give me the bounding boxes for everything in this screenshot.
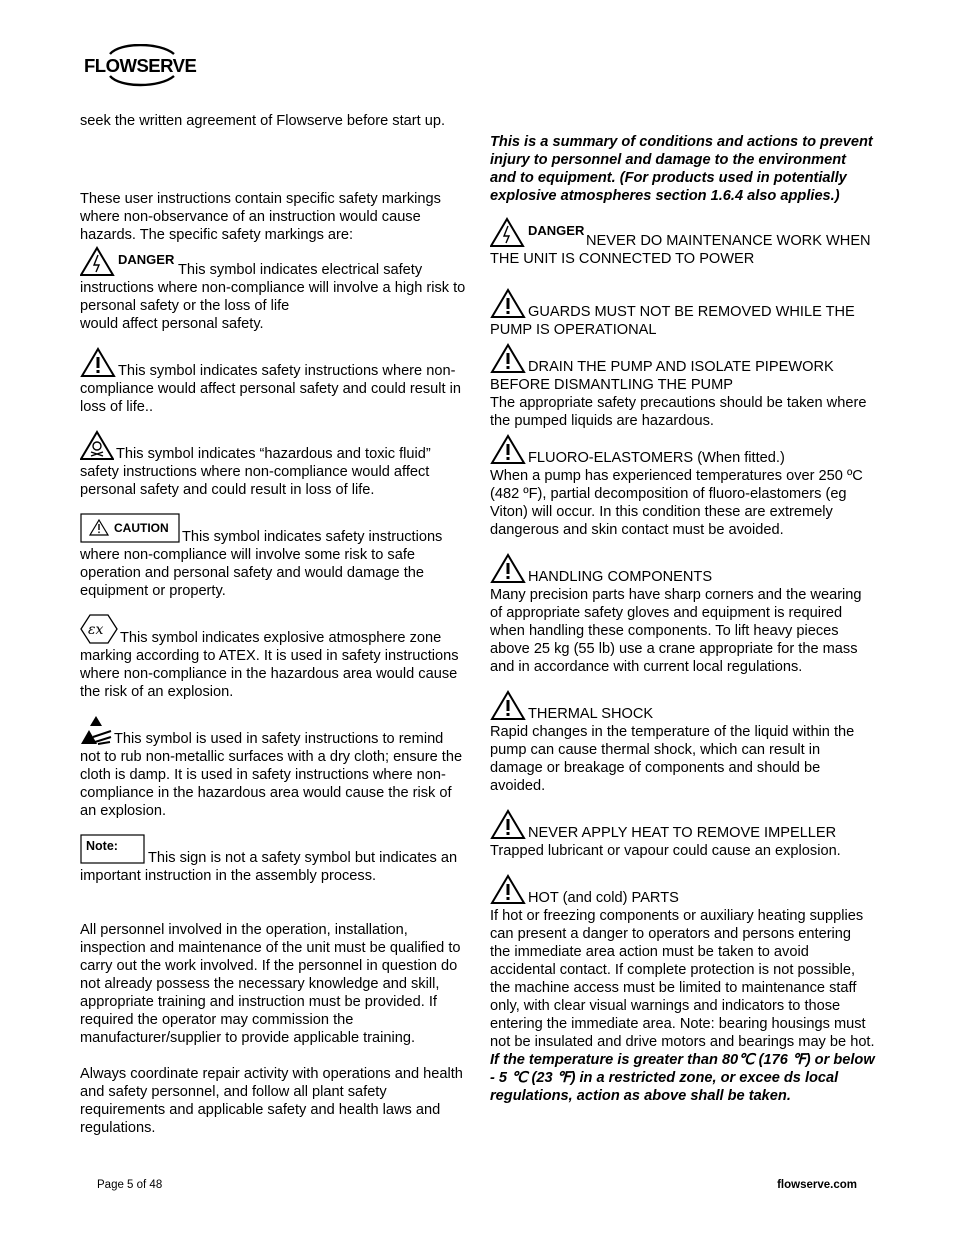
hazard-heading-8: HOT (and cold) PARTS xyxy=(528,890,679,906)
markings-intro: These user instructions contain specific safety markings where non-observance of an instruction would cause hazards. The specific safety markings are: xyxy=(80,191,441,243)
left-column xyxy=(80,112,466,1137)
logo-text: FLOWSERVE xyxy=(84,55,197,76)
svg-text:εx: εx xyxy=(88,622,104,638)
warning-triangle-icon xyxy=(490,434,526,464)
svg-text:Note:: Note: xyxy=(86,839,118,853)
summary-text: This is a summary of conditions and actions to prevent injury to personnel and damage to the environment and to equipment. (For products used in potentially explosive atmospheres section 1.6.4 also applies.) xyxy=(490,134,873,204)
toxic-text: This symbol indicates “hazardous and toxic fluid” safety instructions where non-compliance would affect personal safety and could result in loss of life. xyxy=(80,446,431,498)
hazard-heading-1: NEVER DO MAINTENANCE WORK WHEN THE UNIT IS CONNECTED TO POWER xyxy=(490,233,871,267)
danger-electrical-icon xyxy=(80,246,176,276)
hazard-thermal xyxy=(490,690,875,795)
ex-symbol-entry xyxy=(80,614,466,701)
toxic-symbol-entry xyxy=(80,430,466,499)
warning-symbol-entry xyxy=(80,347,466,416)
ex-text: This symbol indicates explosive atmosphere zone marking according to ATEX. It is used in safety instructions where non-compliance in the hazardous area would cause the risk of an explosion. xyxy=(80,630,459,700)
svg-text:CAUTION: CAUTION xyxy=(114,521,169,535)
hazard-handling xyxy=(490,553,875,676)
danger-text-2: would affect personal safety. xyxy=(80,316,264,332)
cloth-text: This symbol is used in safety instructions to remind not to rub non-metallic surfaces with a dry cloth; ensure the cloth is damp. It is used in safety instructions where non-compliance in the hazardous area would cause the risk of an explosion. xyxy=(80,731,463,819)
caution-text: This symbol indicates safety instructions where non-compliance will involve some risk to safe operation and personal safety and would damage the equipment or property. xyxy=(80,529,443,599)
ex-atex-icon xyxy=(80,614,118,644)
hazard-body-6: Rapid changes in the temperature of the liquid within the pump can cause thermal shock, which can result in damage or breakage of components and should be avoided. xyxy=(490,724,855,794)
page-number: Page 5 of 48 xyxy=(97,1179,163,1191)
hazard-drain xyxy=(490,343,875,430)
warning-triangle-icon xyxy=(490,288,526,318)
electrostatic-icon xyxy=(80,715,112,745)
note-symbol-entry xyxy=(80,834,466,885)
hazard-heading-7: NEVER APPLY HEAT TO REMOVE IMPELLER xyxy=(528,825,837,841)
warning-text: This symbol indicates safety instructions where non-compliance would affect personal safety and could result in loss of life.. xyxy=(80,363,462,415)
hazard-heading-5: HANDLING COMPONENTS xyxy=(528,569,713,585)
hazard-heading-6: THERMAL SHOCK xyxy=(528,706,654,722)
hazard-body-3: The appropriate safety precautions should be taken where the pumped liquids are hazardous. xyxy=(490,395,867,429)
hazard-hot-parts xyxy=(490,874,875,1105)
hazard-heading-2: GUARDS MUST NOT BE REMOVED WHILE THE PUMP IS OPERATIONAL xyxy=(490,304,855,338)
personnel-paragraph: All personnel involved in the operation, installation, inspection and maintenance of the unit must be qualified to carry out the work involved. If the personnel in question do not already possess the necessary knowledge and skill, appropriate training and instruction must be provided. If required the operator may commission the manufacturer/supplier to provide applicable training. xyxy=(80,922,461,1046)
note-box-icon xyxy=(80,834,146,864)
hazard-heading-3: DRAIN THE PUMP AND ISOLATE PIPEWORK BEFORE DISMANTLING THE PUMP xyxy=(490,359,834,393)
hazard-body-5: Many precision parts have sharp corners and the wearing of appropriate safety gloves and equipment is required when handling these components. To lift heavy pieces above 25 kg (55 lb) use a crane appropriate for the mass and in accordance with current local regulations. xyxy=(490,587,862,675)
warning-triangle-icon xyxy=(490,553,526,583)
hazard-body-8: If hot or freezing components or auxiliary heating supplies can present a danger to operators and persons entering the immediate area action must be taken to avoid accidental contact. If complete protection is not possible, the machine access must be limited to maintenance staff only, with clear visual warnings and indicators to those entering the immediate area. Note: bearing housings must not be insulated and drive motors and bearings may be hot. xyxy=(490,908,875,1050)
danger-electrical-icon xyxy=(490,217,584,247)
warning-triangle-icon xyxy=(80,347,116,377)
caution-icon xyxy=(80,513,180,543)
hazard-guards xyxy=(490,288,875,339)
note-text: This sign is not a safety symbol but indicates an important instruction in the assembly process. xyxy=(80,850,458,884)
warning-triangle-icon xyxy=(490,343,526,373)
hazard-maintenance xyxy=(490,217,875,268)
svg-text:DANGER: DANGER xyxy=(118,252,175,267)
danger-text: This symbol indicates electrical safety instructions where non-compliance will involve a high risk to personal safety or the loss of life xyxy=(80,262,466,314)
right-column xyxy=(490,133,875,1105)
cloth-symbol-entry xyxy=(80,715,466,820)
footer-website-link[interactable]: flowserve.com xyxy=(777,1179,857,1191)
intro-text: seek the written agreement of Flowserve before start up. xyxy=(80,113,446,129)
caution-symbol-entry xyxy=(80,513,466,600)
svg-text:DANGER: DANGER xyxy=(528,223,584,238)
hazard-body-7: Trapped lubricant or vapour could cause an explosion. xyxy=(490,843,841,859)
hazard-heat xyxy=(490,809,875,860)
hazard-body-4: When a pump has experienced temperatures over 250 ºC (482 ºF), partial decomposition of fluoro-elastomers (eg Viton) will occur. In this condition these are extremely dangerous and skin contact must be avoided. xyxy=(490,468,863,538)
hazard-heading-4: FLUORO-ELASTOMERS (When fitted.) xyxy=(528,450,785,466)
warning-triangle-icon xyxy=(490,809,526,839)
hazard-temperature-note: If the temperature is greater than 80℃ (176 ℉) or below - 5 ℃ (23 ℉) in a restricted zone, or excee ds local regulations, action as above shall be taken. xyxy=(490,1052,875,1104)
flowserve-logo xyxy=(82,44,202,88)
warning-triangle-icon xyxy=(490,690,526,720)
warning-triangle-icon xyxy=(490,874,526,904)
danger-symbol-entry xyxy=(80,246,466,333)
coordinate-paragraph: Always coordinate repair activity with operations and health and safety personnel, and follow all plant safety requirements and applicable safety and health laws and regulations. xyxy=(80,1066,463,1136)
hazard-fluoro xyxy=(490,434,875,539)
toxic-fluid-icon xyxy=(80,430,114,460)
